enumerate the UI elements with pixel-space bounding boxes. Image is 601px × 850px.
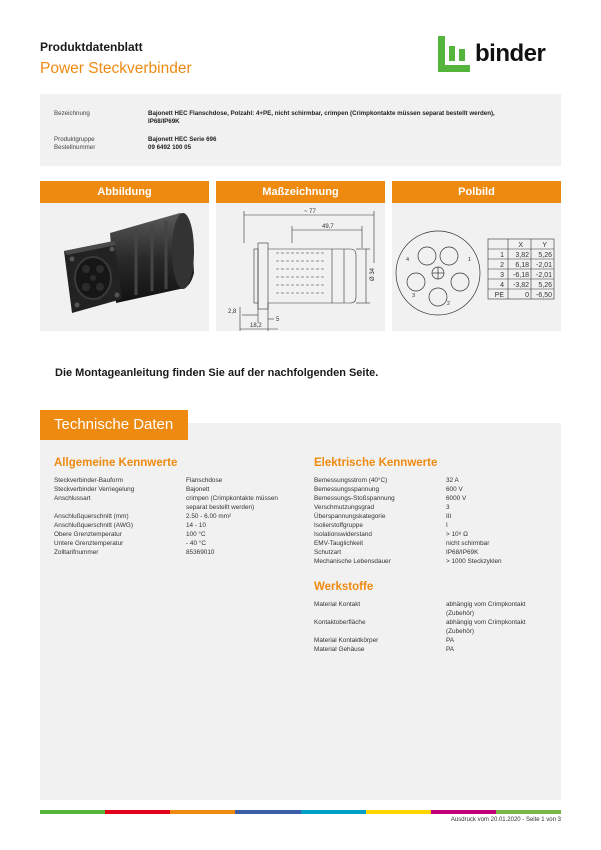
footer-color-segment bbox=[40, 810, 105, 814]
dim-5: 5 bbox=[276, 317, 280, 323]
spec-value: 85369010 bbox=[186, 549, 215, 556]
spec-value: crimpen (Crimpkontakte müssen separat bestellt werden) bbox=[186, 495, 278, 511]
document-title: Produktdatenblatt bbox=[40, 40, 143, 54]
polbild-panel bbox=[392, 181, 561, 331]
spec-label: Bemessungsstrom (40°C) bbox=[314, 477, 388, 484]
spec-value: > 10⁸ Ω bbox=[446, 531, 468, 538]
spec-label: Steckverbinder Verriegelung bbox=[54, 486, 135, 493]
spec-value: abhängig vom Crimpkontakt (Zubehör) bbox=[446, 601, 526, 617]
bezeichnung-label: Bezeichnung bbox=[54, 110, 90, 117]
spec-label: Verschmutzungsgrad bbox=[314, 504, 375, 511]
footer-color-segment bbox=[366, 810, 431, 814]
pin-layout-drawing bbox=[392, 203, 561, 331]
spec-label: Anschlussart bbox=[54, 495, 91, 502]
spec-label: Obere Grenztemperatur bbox=[54, 531, 122, 538]
polbild-cell: 2 bbox=[500, 262, 504, 269]
footer-color-segment bbox=[105, 810, 170, 814]
dim-77: ~ 77 bbox=[304, 209, 316, 215]
spec-value: > 1000 Steckzyklen bbox=[446, 558, 502, 565]
dimension-drawing bbox=[216, 203, 385, 331]
masszeichnung-heading: Maßzeichnung bbox=[216, 181, 385, 203]
produktgruppe-label: Produktgruppe bbox=[54, 136, 95, 143]
dim-49-7: 49,7 bbox=[322, 224, 334, 230]
polbild-cell: 3 bbox=[500, 272, 504, 279]
footer-print-info: Ausdruck vom 20.01.2020 - Seite 1 von 3 bbox=[450, 817, 561, 823]
spec-label: Mechanische Lebensdauer bbox=[314, 558, 391, 565]
spec-label: Bemessungs-Stoßspannung bbox=[314, 495, 395, 502]
polbild-cell: 5,26 bbox=[538, 282, 552, 289]
pin-label-2: 2 bbox=[447, 301, 451, 307]
polbild-cell: -3,82 bbox=[513, 282, 529, 289]
polbild-cell: -2,01 bbox=[536, 262, 552, 269]
polbild-cell: 0 bbox=[525, 292, 529, 299]
product-info-box bbox=[40, 94, 561, 166]
dim-diameter-34: Ø 34 bbox=[370, 267, 376, 281]
spec-label: Isolationswiderstand bbox=[314, 531, 372, 538]
spec-label: Anschlußquerschnitt (mm) bbox=[54, 513, 129, 520]
footer-color-segment bbox=[170, 810, 235, 814]
footer-color-bar bbox=[40, 810, 561, 814]
bestellnummer-label: Bestellnummer bbox=[54, 144, 96, 151]
spec-label: Material Gehäuse bbox=[314, 646, 365, 653]
pin-label-3: 3 bbox=[412, 293, 416, 299]
polbild-cell: 6,18 bbox=[515, 262, 529, 269]
spec-label: Untere Grenztemperatur bbox=[54, 540, 124, 547]
spec-value: Bajonett bbox=[186, 486, 210, 493]
polbild-header-y: Y bbox=[542, 242, 547, 249]
spec-label: Material Kontaktkörper bbox=[314, 637, 379, 644]
spec-value: 100 °C bbox=[186, 531, 206, 538]
polbild-cell: -2,01 bbox=[536, 272, 552, 279]
polbild-cell: -6,18 bbox=[513, 272, 529, 279]
footer-color-segment bbox=[235, 810, 300, 814]
polbild-cell: 3,82 bbox=[515, 252, 529, 259]
spec-label: Steckverbinder-Bauform bbox=[54, 477, 123, 484]
dim-2-8: 2,8 bbox=[228, 309, 237, 315]
technische-daten-tab: Technische Daten bbox=[40, 410, 188, 440]
allgemeine-kennwerte-title: Allgemeine Kennwerte bbox=[54, 457, 178, 469]
footer-color-segment bbox=[301, 810, 366, 814]
polbild-cell: 4 bbox=[500, 282, 504, 289]
binder-logo bbox=[437, 36, 555, 76]
polbild-cell: 1 bbox=[500, 252, 504, 259]
spec-value: 600 V bbox=[446, 486, 463, 493]
product-image bbox=[40, 203, 209, 331]
polbild-cell: -6,50 bbox=[536, 292, 552, 299]
spec-value: - 40 °C bbox=[186, 540, 206, 547]
spec-value: nicht schirmbar bbox=[446, 540, 490, 547]
spec-label: Isolierstoffgruppe bbox=[314, 522, 363, 529]
spec-label: Schutzart bbox=[314, 549, 341, 556]
spec-value: III bbox=[446, 513, 452, 520]
spec-label: EMV-Tauglichkeit bbox=[314, 540, 364, 547]
spec-label: Bemessungsspannung bbox=[314, 486, 380, 493]
spec-value: PA bbox=[446, 646, 455, 653]
footer-color-segment bbox=[496, 810, 561, 814]
pin-label-1: 1 bbox=[468, 257, 472, 263]
spec-label: Kontaktoberfläche bbox=[314, 619, 366, 626]
spec-value: PA bbox=[446, 637, 455, 644]
spec-value: IP68/IP69K bbox=[446, 549, 479, 556]
spec-label: Zolltarifnummer bbox=[54, 549, 99, 556]
polbild-cell: PE bbox=[494, 292, 504, 299]
abbildung-panel bbox=[40, 181, 209, 331]
spec-label: Überspannungskategorie bbox=[314, 513, 386, 520]
binder-logo-text: binder bbox=[475, 40, 546, 67]
polbild-cell: 5,26 bbox=[538, 252, 552, 259]
polbild-heading: Polbild bbox=[392, 181, 561, 203]
spec-value: 32 A bbox=[446, 477, 459, 484]
elektrische-kennwerte-title: Elektrische Kennwerte bbox=[314, 457, 438, 469]
spec-value: 14 - 10 bbox=[186, 522, 206, 529]
spec-value: Flanschdose bbox=[186, 477, 223, 484]
spec-value: 3 bbox=[446, 504, 450, 511]
bezeichnung-value: Bajonett HEC Flanschdose, Polzahl: 4+PE, nicht schirmbar, crimpen (Crimpkontakte müssen separat bestellt werden), bbox=[148, 110, 495, 117]
werkstoffe-title: Werkstoffe bbox=[314, 581, 374, 593]
document-subtitle: Power Steckverbinder bbox=[40, 60, 192, 77]
pin-label-4: 4 bbox=[406, 257, 410, 263]
spec-value: I bbox=[446, 522, 448, 529]
spec-value: abhängig vom Crimpkontakt (Zubehör) bbox=[446, 619, 526, 635]
dim-18-2: 18,2 bbox=[250, 323, 262, 329]
bestellnummer-value: 09 6492 100 05 bbox=[148, 144, 192, 151]
bezeichnung-value-cont: IP68/IP69K bbox=[148, 118, 180, 125]
technical-data-area bbox=[40, 423, 561, 800]
spec-label: Anschlußquerschnitt (AWG) bbox=[54, 522, 133, 529]
produktgruppe-value: Bajonett HEC Serie 696 bbox=[148, 136, 217, 143]
spec-value: 6000 V bbox=[446, 495, 467, 502]
spec-label: Material Kontakt bbox=[314, 601, 361, 608]
mounting-note: Die Montageanleitung finden Sie auf der nachfolgenden Seite. bbox=[55, 367, 379, 379]
polbild-header-x: X bbox=[518, 242, 523, 249]
abbildung-heading: Abbildung bbox=[40, 181, 209, 203]
footer-color-segment bbox=[431, 810, 496, 814]
spec-value: 2.50 - 6.00 mm² bbox=[186, 513, 232, 520]
binder-logo-icon bbox=[437, 36, 471, 72]
masszeichnung-panel bbox=[216, 181, 385, 331]
